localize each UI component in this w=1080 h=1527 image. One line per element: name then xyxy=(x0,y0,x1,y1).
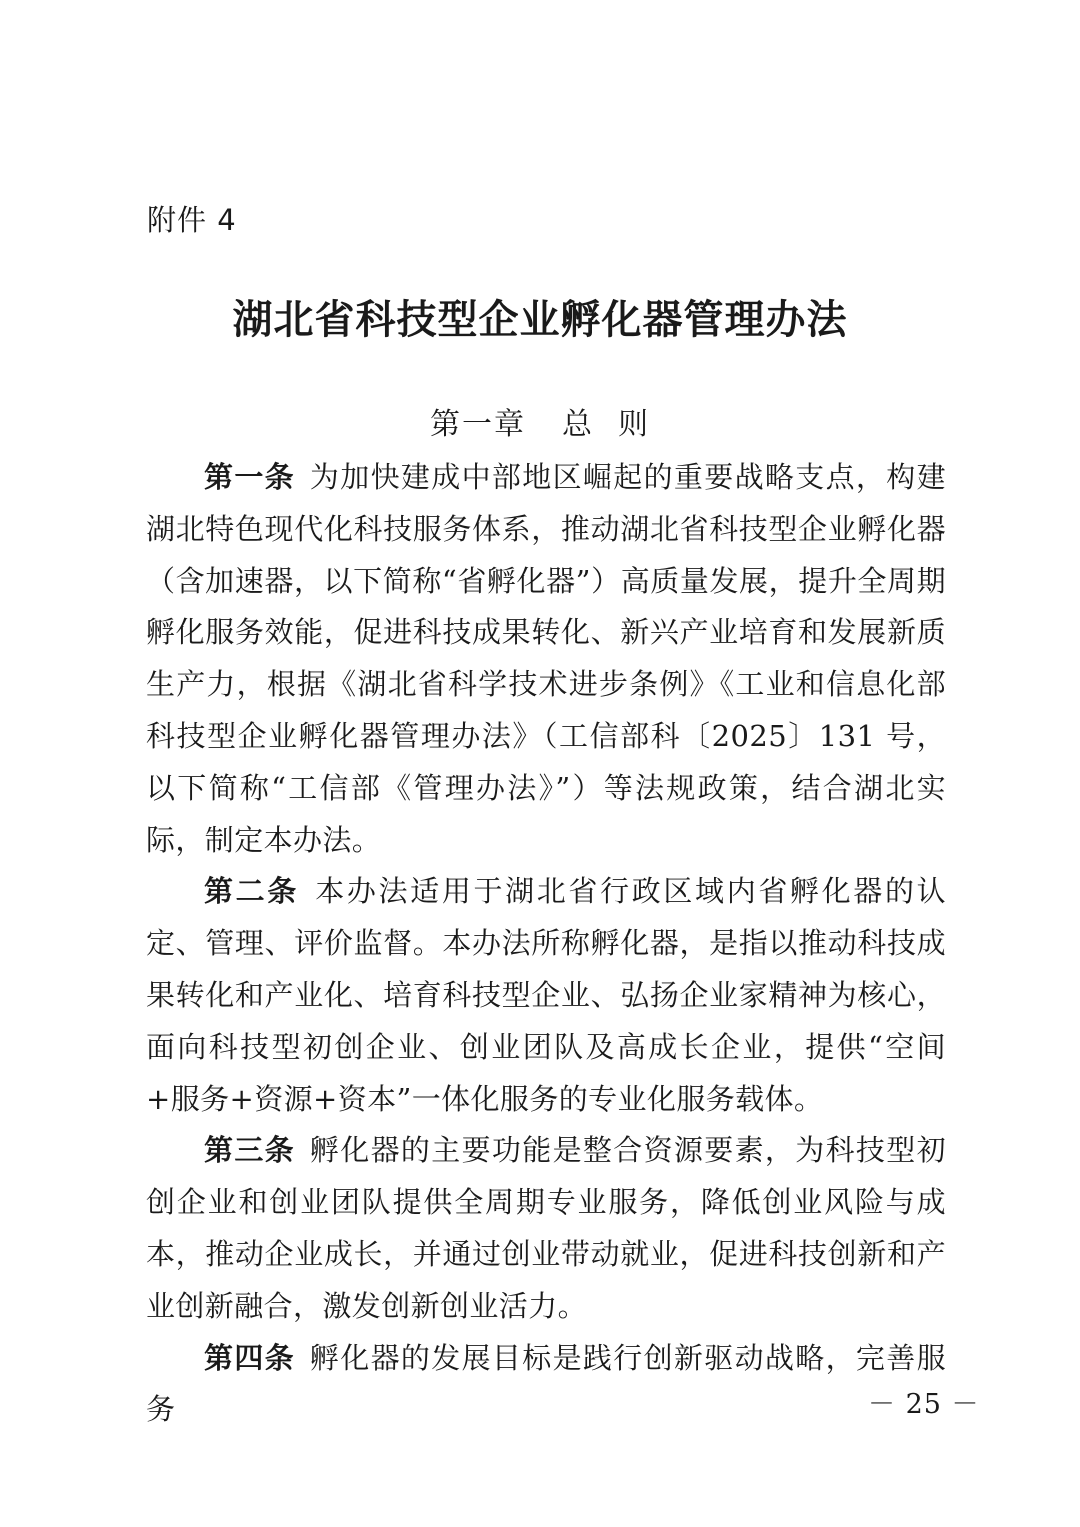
chapter-heading xyxy=(0,400,1080,450)
article-3-label: 第三条 xyxy=(204,1133,295,1168)
article-4 xyxy=(146,1333,946,1437)
article-2 xyxy=(146,866,946,1125)
document-title: 湖北省科技型企业孵化器管理办法 xyxy=(232,296,848,343)
article-1-text: 为加快建成中部地区崛起的重要战略支点，构建湖北特色现代化科技服务体系，推动湖北省科技型企业孵化器（含加速器，以下简称“省孵化器”）高质量发展，提升全周期孵化服务效能，促进科技成果转化、新兴产业培育和发展新质生产力，根据《湖北省科学技术进步条例》《工业和信息化部科技型企业孵化器管理办法》（工信部科〔2025〕131 号，以下简称“工信部《管理办法》”）等法规政策，结合湖北实际，制定本办法。 xyxy=(146,460,946,857)
article-2-label: 第二条 xyxy=(204,874,299,909)
article-3 xyxy=(146,1125,946,1332)
attachment-label: 附件 4 xyxy=(147,203,237,237)
chapter-number: 第一章 xyxy=(430,407,526,442)
article-1-label: 第一条 xyxy=(204,460,295,494)
article-3-text: 孵化器的主要功能是整合资源要素，为科技型初创企业和创业团队提供全周期专业服务，降低创业风险与成本，推动企业成长，并通过创业带动就业，促进科技创新和产业创新融合，激发创新创业活力。 xyxy=(146,1133,946,1323)
article-4-label: 第四条 xyxy=(204,1340,295,1375)
article-4-text: 孵化器的发展目标是践行创新驱动战略，完善服务 xyxy=(146,1340,946,1427)
article-1 xyxy=(146,452,946,866)
page-number: － 25 － xyxy=(868,1389,980,1420)
article-2-text: 本办法适用于湖北省行政区域内省孵化器的认定、管理、评价监督。本办法所称孵化器，是指以推动科技成果转化和产业化、培育科技型企业、弘扬企业家精神为核心，面向科技型初创企业、创业团队及高成长企业，提供“空间+服务+资源+资本”一体化服务的专业化服务载体。 xyxy=(146,874,946,1116)
document-body xyxy=(146,452,946,1436)
chapter-name-part2: 则 xyxy=(618,407,650,442)
chapter-name-part1: 总 xyxy=(562,407,594,442)
